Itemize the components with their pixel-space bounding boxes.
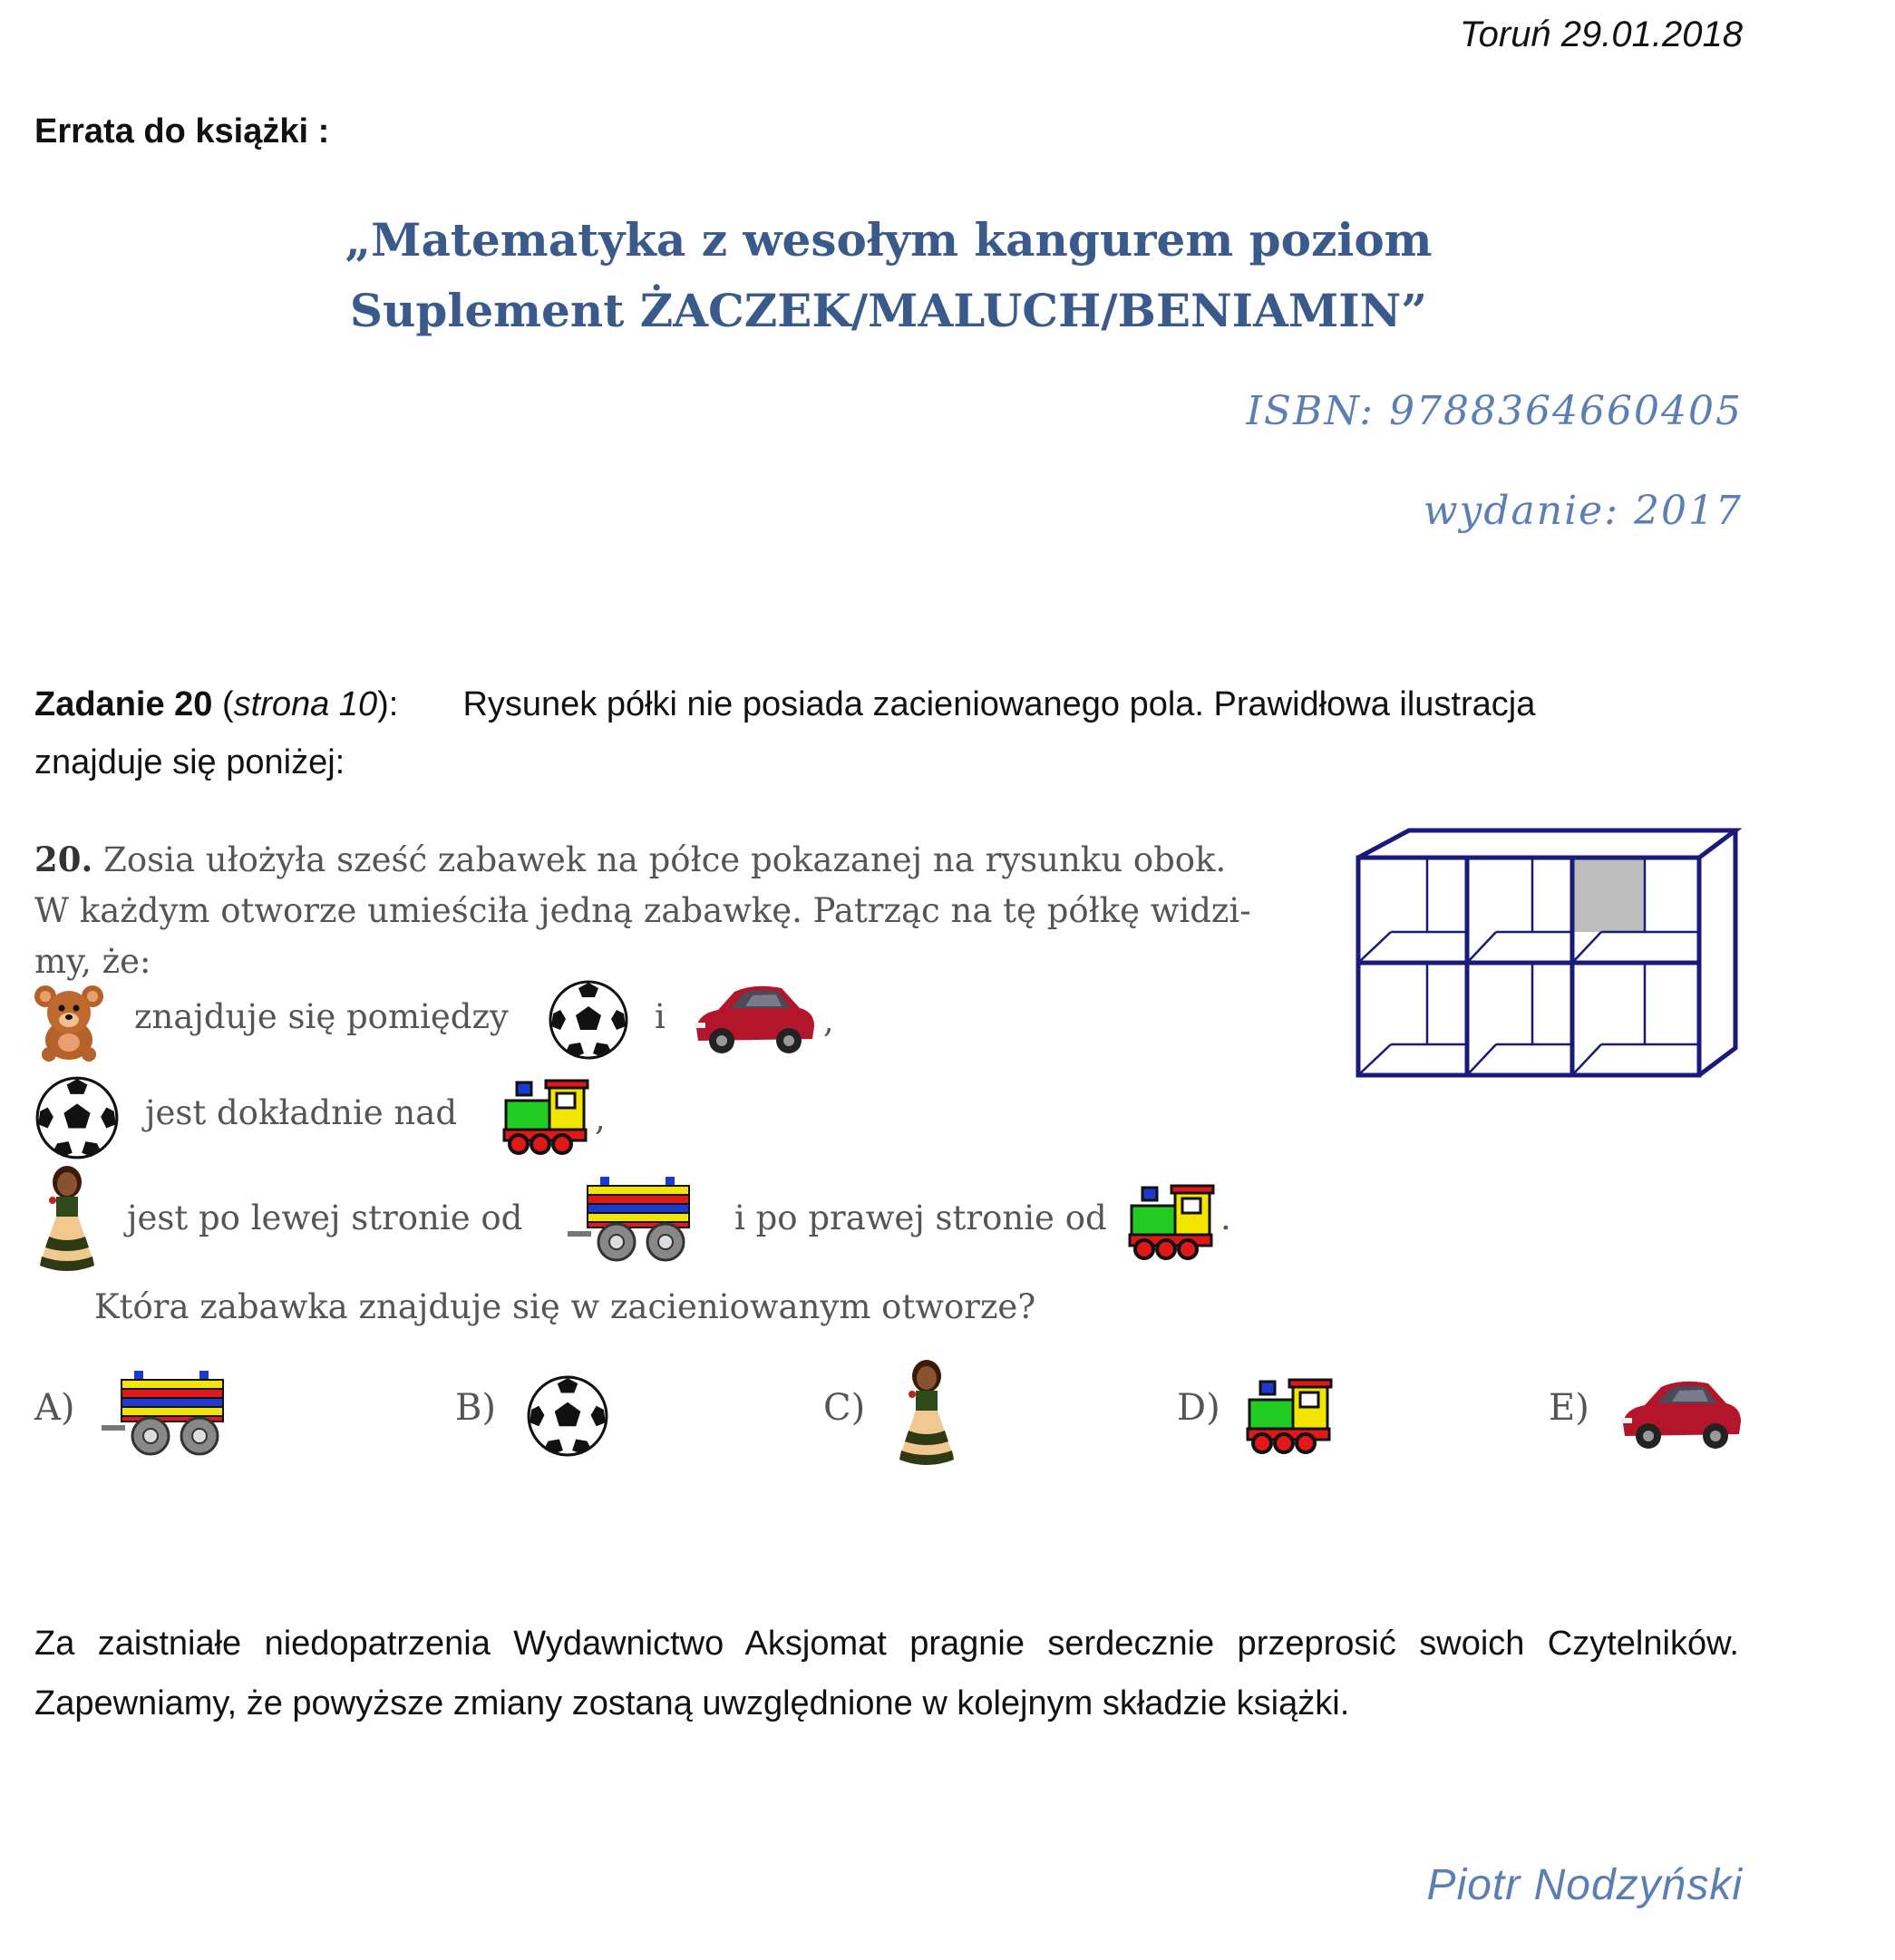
problem-number: 20. [34, 839, 93, 879]
problem-line-3: my, że: [34, 942, 151, 981]
ball-icon [34, 1075, 120, 1160]
isbn: ISBN: 9788364660405 [1246, 388, 1743, 434]
clue-2-text: jest dokładnie nad [145, 1093, 458, 1132]
car-icon [1618, 1376, 1744, 1454]
wagon-icon [568, 1177, 705, 1262]
option-b-label: B) [455, 1387, 496, 1429]
clue-1-and: i [655, 997, 666, 1036]
option-c-label: C) [823, 1387, 866, 1429]
clue-1-text: znajduje się pomiędzy [134, 997, 509, 1036]
clue-3-text: jest po lewej stronie od [127, 1198, 523, 1237]
document-date: Toruń 29.01.2018 [1459, 15, 1743, 54]
option-d-label: D) [1177, 1387, 1220, 1429]
problem-line-1: Zosia ułożyła sześć zabawek na półce pokazanej na rysunku obok. [103, 840, 1227, 879]
train-icon [1246, 1378, 1333, 1456]
clue-3-mid: i po prawej stronie od [734, 1198, 1107, 1237]
problem-text [34, 834, 1286, 987]
task-description: Rysunek półki nie posiada zacieniowanego pola. Prawidłowa ilustracja znajduje się poniżej: [34, 685, 1536, 781]
teddy-bear-icon [33, 984, 105, 1062]
task-page-open: ( [221, 685, 234, 723]
clue-3-end: . [1220, 1198, 1231, 1237]
clue-2-end: , [595, 1099, 606, 1138]
doll-icon [892, 1358, 961, 1470]
apology-paragraph: Za zaistniałe niedopatrzenia Wydawnictwo Aksjomat pragnie serdecznie przeprosić swoich Czytelników. Zapewniamy, że powyższe zmiany zostaną uwzględnione w kolejnym składzie książki. [34, 1625, 1739, 1722]
clue-1-end: , [823, 1001, 834, 1040]
option-e-label: E) [1549, 1387, 1589, 1429]
doll-icon [33, 1164, 102, 1276]
problem-line-2: W każdym otworze umieściła jedną zabawkę. Patrząc na tę półkę widzi- [34, 891, 1251, 930]
edition: wydanie: 2017 [1423, 488, 1743, 534]
question-text: Która zabawka znajduje się w zacieniowanym otworze? [94, 1287, 1036, 1326]
book-title-line-2: Suplement ŻACZEK/MALUCH/BENIAMIN” [349, 284, 1428, 337]
train-icon [502, 1079, 589, 1157]
car-icon [691, 981, 818, 1059]
ball-icon [526, 1374, 609, 1458]
task-page-ref: strona 10 [233, 685, 378, 723]
wagon-icon [102, 1371, 239, 1456]
option-a-label: A) [34, 1387, 75, 1429]
signature: Piotr Nodzyński [1426, 1861, 1743, 1909]
shelf-diagram [1355, 827, 1739, 1081]
book-title [272, 205, 1505, 346]
train-icon [1128, 1184, 1215, 1262]
errata-label: Errata do książki : [34, 112, 330, 150]
book-title-line-1: „Matematyka z wesołym kangurem poziom [345, 213, 1433, 267]
task-intro [34, 675, 1648, 791]
task-page-close: ): [377, 685, 399, 723]
ball-icon [548, 979, 629, 1061]
task-label: Zadanie 20 [34, 685, 213, 723]
